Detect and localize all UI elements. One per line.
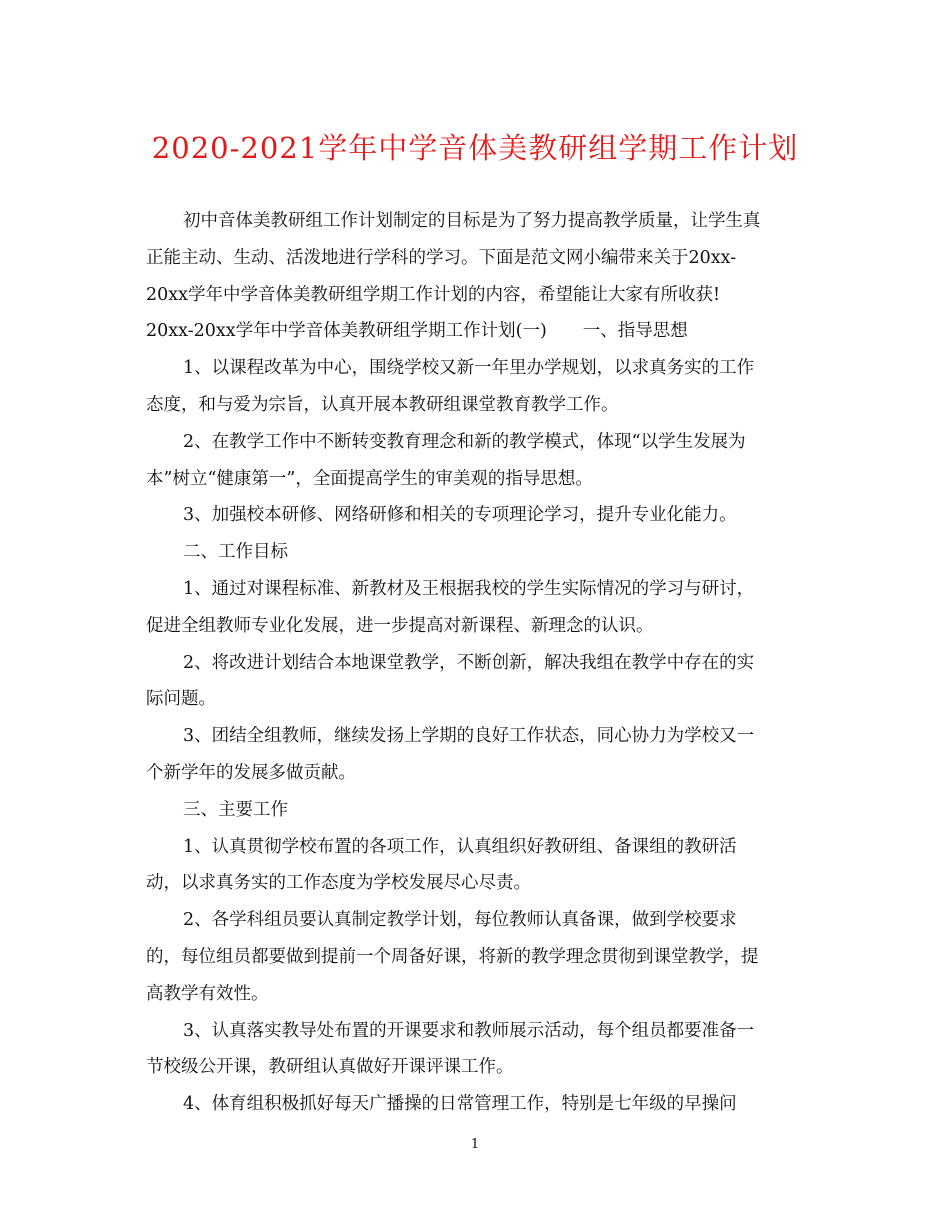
body-line: 本”树立“健康第一”，全面提高学生的审美观的指导思想。 (146, 468, 593, 489)
body-line: 1、通过对课程标准、新教材及王根据我校的学生实际情况的学习与研讨， (183, 578, 755, 599)
body-line: 际问题。 (146, 689, 216, 710)
body-line: 4、体育组积极抓好每天广播操的日常管理工作，特别是七年级的早操问 (183, 1094, 737, 1115)
body-line: 1、以课程改革为中心，围绕学校又新一年里办学规划，以求真务实的工作 (183, 358, 755, 379)
document-title: 2020-2021学年中学音体美教研组学期工作计划 (151, 131, 799, 165)
body-line (146, 313, 806, 350)
plan-subtitle: 20xx-20xx学年中学音体美教研组学期工作计划(一) (146, 321, 547, 342)
document-body (146, 203, 806, 1123)
body-line: 3、加强校本研修、网络研修和相关的专项理论学习，提升专业化能力。 (183, 505, 737, 526)
body-line: 高教学有效性。 (146, 983, 269, 1004)
body-line: 1、认真贯彻学校布置的各项工作，认真组织好教研组、备课组的教研活 (183, 836, 737, 857)
section-heading: 一、指导思想 (582, 321, 688, 342)
section-heading: 三、主要工作 (183, 799, 288, 820)
body-line: 个新学年的发展多做贡献。 (146, 762, 356, 783)
body-line: 初中音体美教研组工作计划制定的目标是为了努力提高教学质量，让学生真 (183, 211, 761, 231)
section-heading: 二、工作目标 (183, 542, 288, 563)
body-line: 节校级公开课，教研组认真做好开课评课工作。 (146, 1057, 514, 1078)
body-line: 2、在教学工作中不断转变教育理念和新的教学模式，体现“以学生发展为 (183, 431, 746, 452)
body-line: 3、团结全组教师，继续发扬上学期的良好工作状态，同心协力为学校又一 (183, 726, 755, 747)
body-line: 2、各学科组员要认真制定教学计划，每位教师认真备课，做到学校要求 (183, 910, 737, 931)
body-line: 正能主动、生动、活泼地进行学科的学习。下面是范文网小编带来关于20xx- (146, 247, 737, 268)
body-line: 态度，和与爱为宗旨，认真开展本教研组课堂教育教学工作。 (146, 394, 619, 415)
body-line: 3、认真落实教导处布置的开课要求和教师展示活动，每个组员都要准备一 (183, 1020, 755, 1041)
body-line: 促进全组教师专业化发展，进一步提高对新课程、新理念的认识。 (146, 615, 654, 636)
body-line: 动，以求真务实的工作态度为学校发展尽心尽责。 (146, 873, 531, 894)
page-number: 1 (470, 1137, 480, 1152)
body-line: 20xx学年中学音体美教研组学期工作计划的内容，希望能让大家有所收获! (146, 284, 721, 305)
body-line: 的，每位组员都要做到提前一个周备好课，将新的教学理念贯彻到课堂教学，提 (146, 946, 759, 967)
body-line: 2、将改进计划结合本地课堂教学，不断创新，解决我组在教学中存在的实 (183, 652, 755, 673)
